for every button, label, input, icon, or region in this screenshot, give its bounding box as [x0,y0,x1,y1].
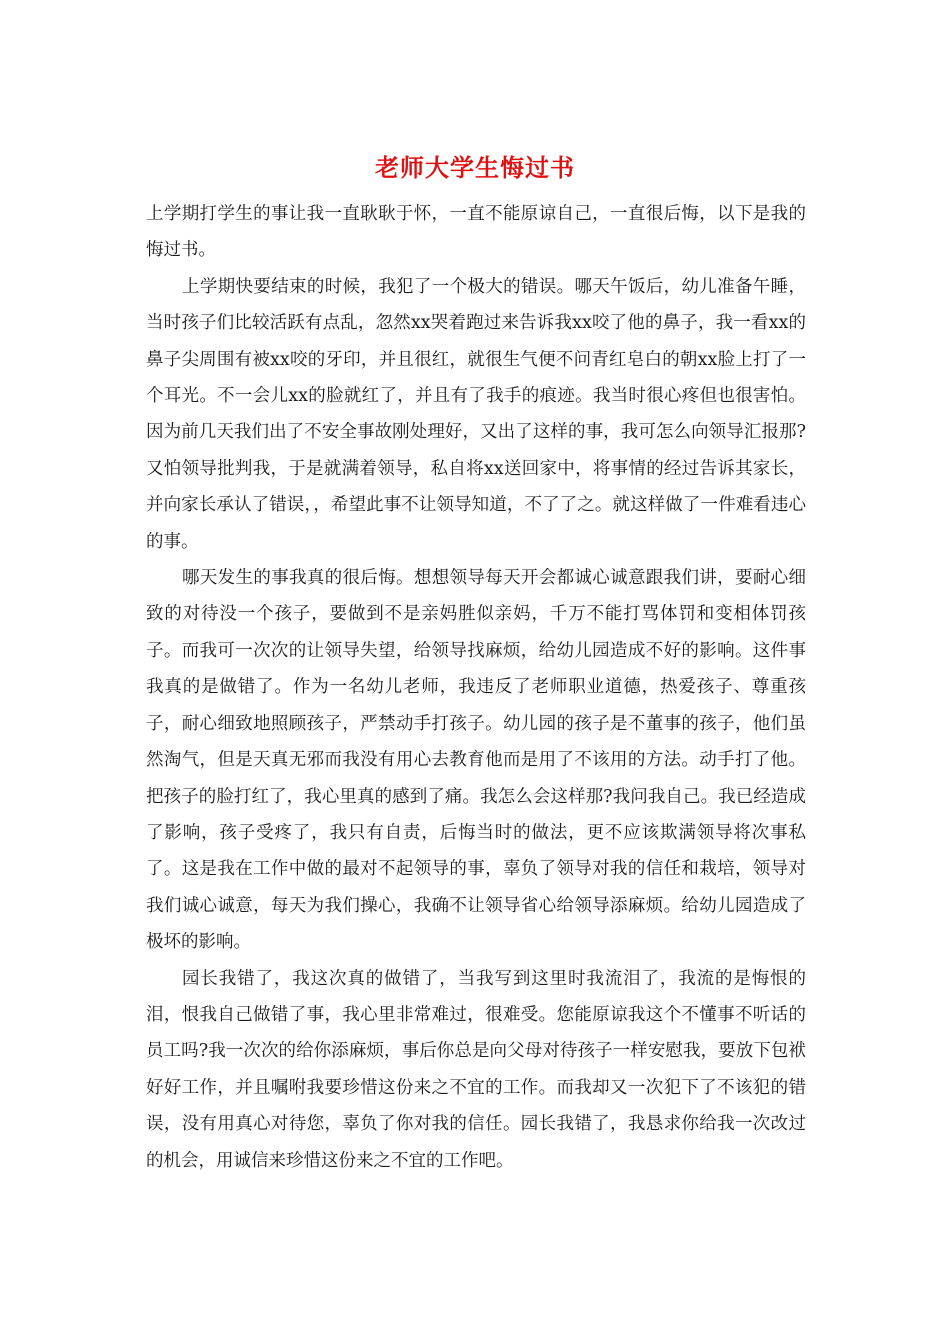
paragraph-regret: 哪天发生的事我真的很后悔。想想领导每天开会都诚心诚意跟我们讲，要耐心细致的对待没一个孩子，要做到不是亲妈胜似亲妈，千万不能打骂体罚和变相体罚孩子。而我可一次次的让领导失望，给领导找麻烦，给幼儿园造成不好的影响。这件事我真的是做错了。作为一名幼儿老师，我违反了老师职业道德，热爱孩子、尊重孩子，耐心细致地照顾孩子，严禁动手打孩子。幼儿园的孩子是不董事的孩子，他们虽然淘气，但是天真无邪而我没有用心去教育他而是用了不该用的方法。动手打了他。把孩子的脸打红了，我心里真的感到了痛。我怎么会这样那?我问我自己。我已经造成了影响，孩子受疼了，我只有自责，后悔当时的做法，更不应该欺满领导将次事私了。这是我在工作中做的最对不起领导的事，辜负了领导对我的信任和栽培，领导对我们诚心诚意，每天为我们操心，我确不让领导省心给领导添麻烦。给幼儿园造成了极坏的影响。 [146,568,806,953]
paragraph-incident: 上学期快要结束的时候，我犯了一个极大的错误。哪天午饭后，幼儿准备午睡，当时孩子们比较活跃有点乱，忽然xx哭着跑过来告诉我xx咬了他的鼻子，我一看xx的鼻子尖周围有被xx咬的牙印，并且很红，就很生气便不问青红皂白的朝xx脸上打了一个耳光。不一会儿xx的脸就红了，并且有了我手的痕迹。我当时很心疼但也很害怕。因为前几天我们出了不安全事故刚处理好，又出了这样的事，我可怎么向领导汇报那?又怕领导批判我，于是就满着领导，私自将xx送回家中，将事情的经过告诉其家长，并向家长承认了错误，，希望此事不让领导知道，不了了之。就这样做了一件难看违心的事。 [146,276,806,552]
document-title: 老师大学生悔过书 [375,153,575,182]
paragraph-apology: 园长我错了，我这次真的做错了，当我写到这里时我流泪了，我流的是悔恨的泪，恨我自己做错了事，我心里非常难过，很难受。您能原谅我这个不懂事不听话的员工吗?我一次次的给你添麻烦，事后你总是向父母对待孩子一样安慰我，要放下包袱好好工作，并且嘱咐我要珍惜这份来之不宜的工作。而我却又一次犯下了不该犯的错误，没有用真心对待您，辜负了你对我的信任。园长我错了，我恳求你给我一次改过的机会，用诚信来珍惜这份来之不宜的工作吧。 [146,968,806,1171]
paragraph-intro: 上学期打学生的事让我一直耿耿于怀，一直不能原谅自己，一直很后悔，以下是我的悔过书。 [146,204,806,261]
document-body [146,196,806,1179]
